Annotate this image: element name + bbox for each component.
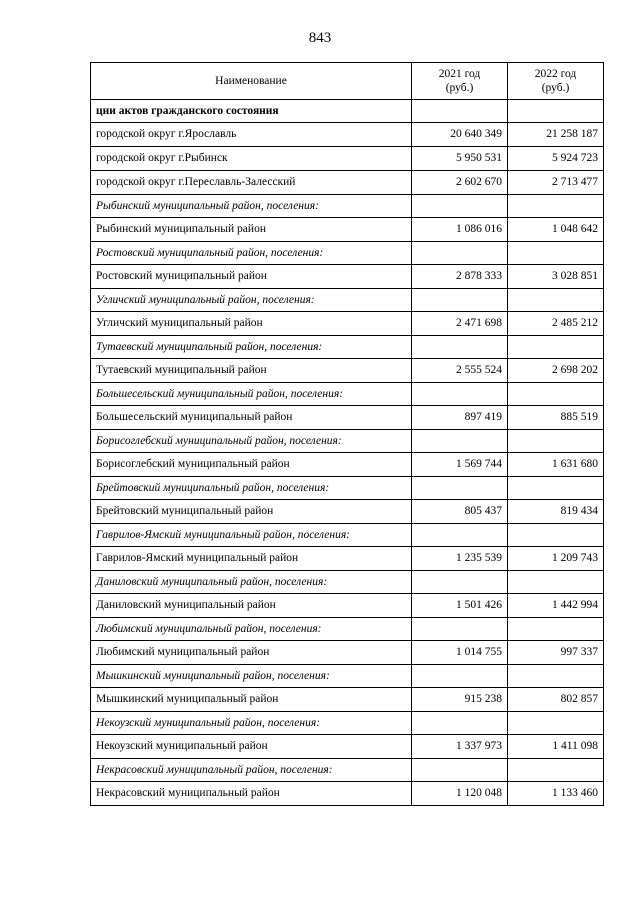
page-number: 843 bbox=[308, 30, 332, 46]
cell-name: Большесельский муниципальный район, поселения: bbox=[91, 383, 412, 406]
table-row bbox=[91, 735, 604, 759]
cell-name: Ростовский муниципальный район bbox=[91, 265, 412, 289]
subheading-row bbox=[91, 195, 604, 218]
cell-name: Рыбинский муниципальный район, поселения: bbox=[91, 195, 412, 218]
cell-2022 bbox=[508, 618, 604, 641]
table-row bbox=[91, 359, 604, 383]
cell-2021 bbox=[412, 524, 508, 547]
subheading-row bbox=[91, 759, 604, 782]
cell-2022: 3 028 851 bbox=[508, 265, 604, 289]
cell-2021: 1 569 744 bbox=[412, 453, 508, 477]
cell-2022 bbox=[508, 524, 604, 547]
cell-2021 bbox=[412, 665, 508, 688]
subheading-row bbox=[91, 665, 604, 688]
table-row bbox=[91, 265, 604, 289]
table-row bbox=[91, 171, 604, 195]
cell-2021: 1 337 973 bbox=[412, 735, 508, 759]
table-row bbox=[91, 641, 604, 665]
cell-name: Угличский муниципальный район, поселения: bbox=[91, 289, 412, 312]
table-row bbox=[91, 500, 604, 524]
cell-2021 bbox=[412, 571, 508, 594]
cell-name: Гаврилов-Ямский муниципальный район bbox=[91, 547, 412, 571]
cell-2022: 21 258 187 bbox=[508, 123, 604, 147]
cell-name: Мышкинский муниципальный район, поселения: bbox=[91, 665, 412, 688]
cell-name: Тутаевский муниципальный район, поселения: bbox=[91, 336, 412, 359]
cell-2022: 885 519 bbox=[508, 406, 604, 430]
cell-name: Брейтовский муниципальный район, поселения: bbox=[91, 477, 412, 500]
cell-2021 bbox=[412, 383, 508, 406]
table-row bbox=[91, 547, 604, 571]
cell-2022 bbox=[508, 477, 604, 500]
cell-name: Некоузский муниципальный район, поселения: bbox=[91, 712, 412, 735]
cell-2021: 805 437 bbox=[412, 500, 508, 524]
cell-2022 bbox=[508, 665, 604, 688]
cell-2022: 802 857 bbox=[508, 688, 604, 712]
cell-2022 bbox=[508, 336, 604, 359]
cell-2022: 5 924 723 bbox=[508, 147, 604, 171]
cell-name: Любимский муниципальный район bbox=[91, 641, 412, 665]
cell-2021: 897 419 bbox=[412, 406, 508, 430]
cell-2021: 2 602 670 bbox=[412, 171, 508, 195]
cell-2022: 1 631 680 bbox=[508, 453, 604, 477]
cell-name: Любимский муниципальный район, поселения: bbox=[91, 618, 412, 641]
section-row bbox=[91, 100, 604, 123]
cell-2022: 2 485 212 bbox=[508, 312, 604, 336]
cell-name: городской округ г.Переславль-Залесский bbox=[91, 171, 412, 195]
cell-2022 bbox=[508, 195, 604, 218]
allocation-table bbox=[90, 62, 604, 806]
cell-name: Брейтовский муниципальный район bbox=[91, 500, 412, 524]
subheading-row bbox=[91, 524, 604, 547]
table-row bbox=[91, 782, 604, 806]
cell-2021: 2 555 524 bbox=[412, 359, 508, 383]
cell-2021 bbox=[412, 477, 508, 500]
subheading-row bbox=[91, 618, 604, 641]
cell-2022 bbox=[508, 712, 604, 735]
header-2022 bbox=[508, 63, 604, 100]
cell-2022 bbox=[508, 759, 604, 782]
table-row bbox=[91, 312, 604, 336]
cell-2022 bbox=[508, 571, 604, 594]
cell-2021 bbox=[412, 712, 508, 735]
table-row bbox=[91, 218, 604, 242]
cell-2021 bbox=[412, 195, 508, 218]
cell-2022 bbox=[508, 289, 604, 312]
header-2022-unit: (руб.) bbox=[541, 82, 570, 94]
cell-name: Рыбинский муниципальный район bbox=[91, 218, 412, 242]
header-2021 bbox=[412, 63, 508, 100]
cell-2021 bbox=[412, 242, 508, 265]
subheading-row bbox=[91, 571, 604, 594]
cell-2021 bbox=[412, 289, 508, 312]
table-row bbox=[91, 123, 604, 147]
table-row bbox=[91, 147, 604, 171]
cell-2022 bbox=[508, 383, 604, 406]
cell-2022 bbox=[508, 242, 604, 265]
cell-name: Ростовский муниципальный район, поселения: bbox=[91, 242, 412, 265]
cell-name: Даниловский муниципальный район, поселения: bbox=[91, 571, 412, 594]
cell-2021 bbox=[412, 430, 508, 453]
cell-2021: 2 471 698 bbox=[412, 312, 508, 336]
cell-name: Гаврилов-Ямский муниципальный район, поселения: bbox=[91, 524, 412, 547]
cell-2022 bbox=[508, 430, 604, 453]
table-row bbox=[91, 453, 604, 477]
cell-2022 bbox=[508, 100, 604, 123]
cell-2021: 2 878 333 bbox=[412, 265, 508, 289]
cell-2022: 1 133 460 bbox=[508, 782, 604, 806]
cell-2022: 1 209 743 bbox=[508, 547, 604, 571]
cell-2021 bbox=[412, 336, 508, 359]
cell-2021 bbox=[412, 618, 508, 641]
header-name: Наименование bbox=[91, 63, 412, 100]
cell-2022: 819 434 bbox=[508, 500, 604, 524]
cell-2022: 2 698 202 bbox=[508, 359, 604, 383]
cell-name: Угличский муниципальный район bbox=[91, 312, 412, 336]
header-2022-year: 2022 год bbox=[534, 68, 577, 80]
table-row bbox=[91, 688, 604, 712]
cell-2021: 1 501 426 bbox=[412, 594, 508, 618]
subheading-row bbox=[91, 712, 604, 735]
cell-name: городской округ г.Рыбинск bbox=[91, 147, 412, 171]
cell-name: Борисоглебский муниципальный район bbox=[91, 453, 412, 477]
subheading-row bbox=[91, 430, 604, 453]
cell-name: Большесельский муниципальный район bbox=[91, 406, 412, 430]
cell-2021: 1 014 755 bbox=[412, 641, 508, 665]
cell-2021 bbox=[412, 100, 508, 123]
cell-2021: 915 238 bbox=[412, 688, 508, 712]
header-2021-year: 2021 год bbox=[438, 68, 481, 80]
cell-name: Мышкинский муниципальный район bbox=[91, 688, 412, 712]
cell-2022: 1 442 994 bbox=[508, 594, 604, 618]
header-2021-unit: (руб.) bbox=[445, 82, 474, 94]
cell-2021: 20 640 349 bbox=[412, 123, 508, 147]
cell-2022: 1 411 098 bbox=[508, 735, 604, 759]
cell-name: Некоузский муниципальный район bbox=[91, 735, 412, 759]
table-header-row bbox=[91, 63, 604, 100]
cell-2021 bbox=[412, 759, 508, 782]
table-row bbox=[91, 594, 604, 618]
table-row bbox=[91, 406, 604, 430]
cell-name: ции актов гражданского состояния bbox=[91, 100, 412, 123]
subheading-row bbox=[91, 289, 604, 312]
cell-2022: 1 048 642 bbox=[508, 218, 604, 242]
subheading-row bbox=[91, 477, 604, 500]
cell-name: Некрасовский муниципальный район, поселения: bbox=[91, 759, 412, 782]
cell-2021: 5 950 531 bbox=[412, 147, 508, 171]
cell-2021: 1 120 048 bbox=[412, 782, 508, 806]
cell-name: Некрасовский муниципальный район bbox=[91, 782, 412, 806]
cell-2021: 1 235 539 bbox=[412, 547, 508, 571]
cell-name: Борисоглебский муниципальный район, поселения: bbox=[91, 430, 412, 453]
cell-name: городской округ г.Ярославль bbox=[91, 123, 412, 147]
cell-name: Даниловский муниципальный район bbox=[91, 594, 412, 618]
subheading-row bbox=[91, 383, 604, 406]
cell-name: Тутаевский муниципальный район bbox=[91, 359, 412, 383]
table-body bbox=[91, 100, 604, 806]
cell-2022: 997 337 bbox=[508, 641, 604, 665]
subheading-row bbox=[91, 336, 604, 359]
cell-2021: 1 086 016 bbox=[412, 218, 508, 242]
subheading-row bbox=[91, 242, 604, 265]
cell-2022: 2 713 477 bbox=[508, 171, 604, 195]
